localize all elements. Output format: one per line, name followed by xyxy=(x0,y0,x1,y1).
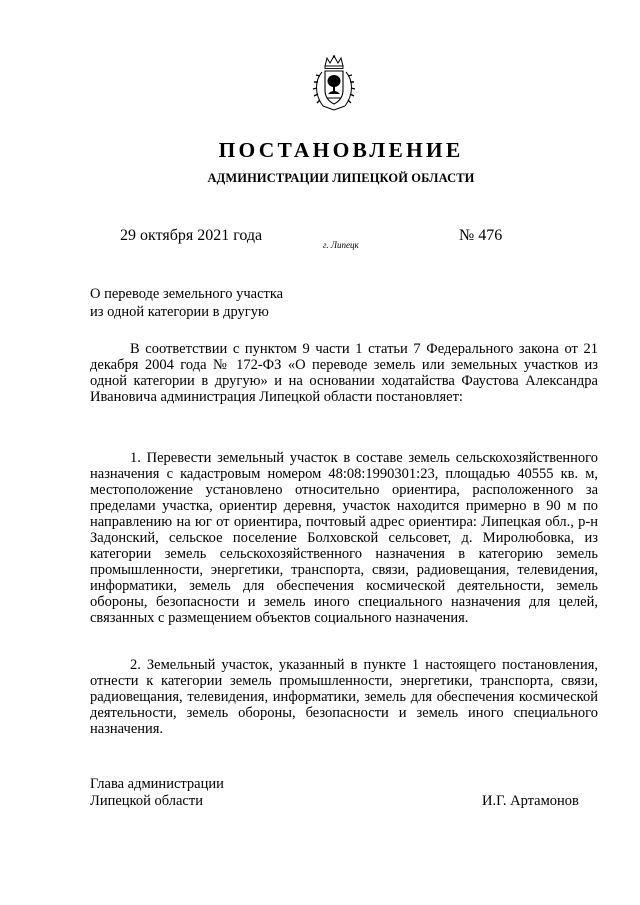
signatory-name: И.Г. Артамонов xyxy=(482,793,579,809)
subject-line-2: из одной категории в другую xyxy=(90,303,269,320)
document-date: 29 октября 2021 года xyxy=(120,227,263,244)
signatory-position-line-2: Липецкой области xyxy=(90,793,203,809)
document-subject xyxy=(90,286,283,321)
item-2-text: 2. Земельный участок, указанный в пункте 1 настоящего постановления, отнести к категории земель промышленности, энергетики, транспорта, связи, радиовещания, телевидения, информатики, земель для обеспечения космической деятельности, земель обороны, безопасности и земель иного специального назначения. xyxy=(90,657,598,737)
document-subtitle: АДМИНИСТРАЦИИ ЛИПЕЦКОЙ ОБЛАСТИ xyxy=(207,171,475,185)
preamble-paragraph xyxy=(90,341,598,405)
subject-line-1: О переводе земельного участка xyxy=(90,286,284,302)
signatory-position-line-1: Глава администрации xyxy=(90,776,224,792)
document-place: г. Липецк xyxy=(323,240,359,250)
coat-of-arms-icon xyxy=(311,54,357,112)
document-number: № 476 xyxy=(459,227,503,244)
item-1-text: 1. Перевести земельный участок в составе земель сельскохозяйственного назначения с кадастровым номером 48:08:1990301:23, площадью 40555 кв. м, местоположение установлено относительно ориентира, расположенного за пределами участка, ориентир деревня, участок находится примерно в 90 м по направлению на юг от ориентира, почтовый адрес ориентира: Липецкая обл., р-н Задонский, сельское поселение Болховской сельсовет, д. Миролюбовка, из категории земель сельскохозяйственного назначения в категорию земель промышленности, энергетики, транспорта, связи, радиовещания, телевидения, информатики, земель для обеспечения космической деятельности, земель обороны, безопасности и земель иного специального назначения для целей, связанных с размещением объектов социального назначения. xyxy=(90,450,598,626)
item-1-paragraph xyxy=(90,450,598,626)
item-2-paragraph xyxy=(90,657,598,737)
document-title: ПОСТАНОВЛЕНИЕ xyxy=(218,138,464,162)
signatory-position xyxy=(90,776,224,810)
preamble-text: В соответствии с пунктом 9 части 1 статьи 7 Федерального закона от 21 декабря 2004 года № 172-ФЗ «О переводе земель или земельных участков из одной категории в другую» и на основании ходатайства Фаустова Александра Ивановича администрация Липецкой области постановляет: xyxy=(90,341,598,405)
